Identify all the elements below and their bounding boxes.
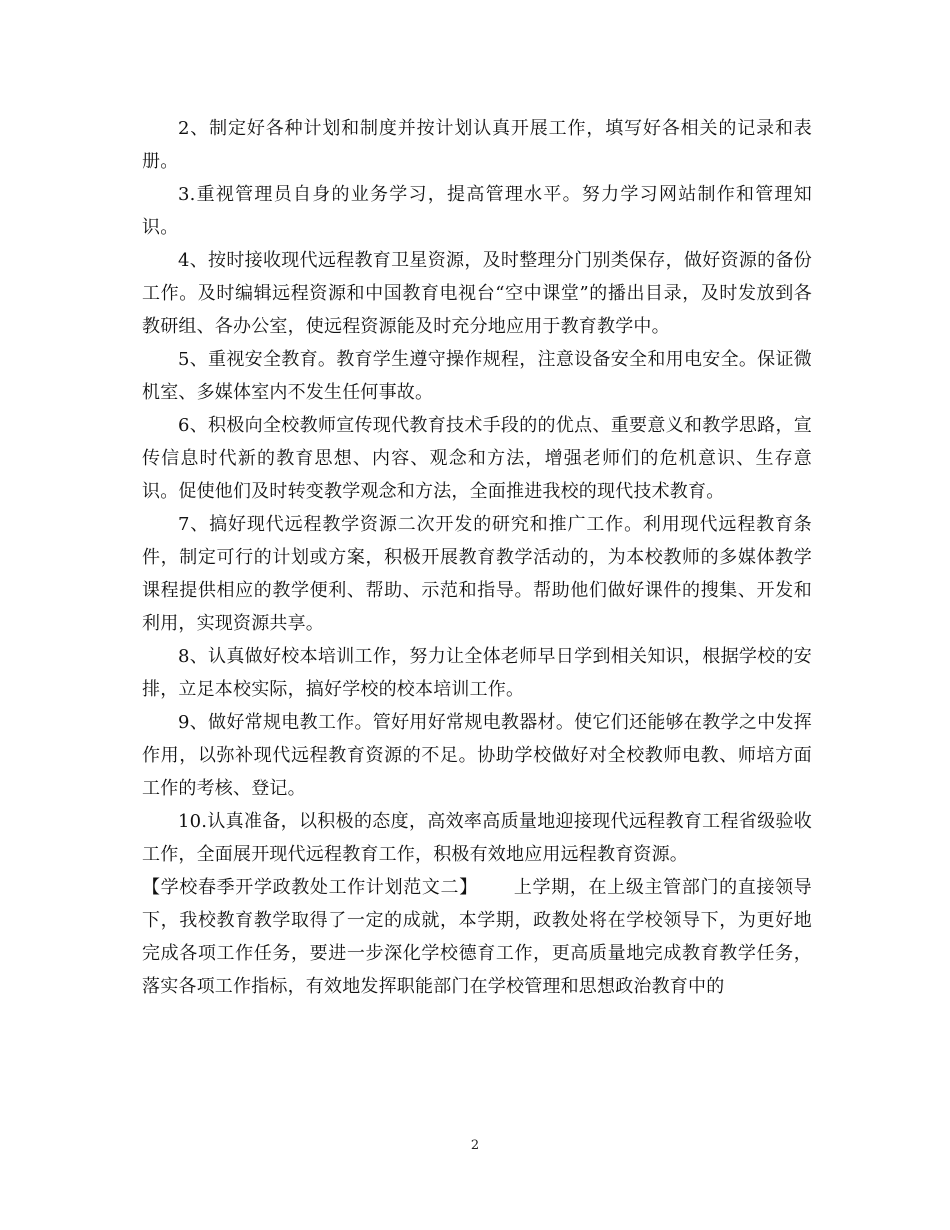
paragraph-item-7: 7、搞好现代远程教学资源二次开发的研究和推广工作。利用现代远程教育条件，制定可行的计划或方案，积极开展教育教学活动的，为本校教师的多媒体教学课程提供相应的教学便利、帮助、示范和指导。帮助他们做好课件的搜集、开发和利用，实现资源共享。 (142, 514, 812, 634)
paragraph-item-4: 4、按时接收现代远程教育卫星资源，及时整理分门别类保存，做好资源的备份工作。及时编辑远程资源和中国教育电视台“空中课堂”的播出目录，及时发放到各教研组、各办公室，使远程资源能及时充分地应用于教育教学中。 (142, 250, 812, 337)
page-number: 2 (470, 1138, 480, 1153)
paragraph-item-3: 3.重视管理员自身的业务学习，提高管理水平。努力学习网站制作和管理知识。 (142, 184, 812, 238)
paragraph-item-6: 6、积极向全校教师宣传现代教育技术手段的的优点、重要意义和教学思路，宣传信息时代新的教育思想、内容、观念和方法，增强老师们的危机意识、生存意识。促使他们及时转变教学观念和方法，全面推进我校的现代技术教育。 (142, 415, 812, 502)
section-paragraph (142, 871, 812, 1003)
section-heading: 【学校春季开学政教处工作计划范文二】 (142, 877, 478, 898)
paragraph-item-5: 5、重视安全教育。教育学生遵守操作规程，注意设备安全和用电安全。保证微机室、多媒体室内不发生任何事故。 (142, 349, 812, 403)
paragraph-item-2: 2、制定好各种计划和制度并按计划认真开展工作，填写好各相关的记录和表册。 (142, 118, 812, 172)
paragraph-item-10: 10.认真准备，以积极的态度，高效率高质量地迎接现代远程教育工程省级验收工作，全面展开现代远程教育工作，积极有效地应用远程教育资源。 (142, 811, 812, 865)
paragraph-item-9: 9、做好常规电教工作。管好用好常规电教器材。使它们还能够在教学之中发挥作用，以弥补现代远程教育资源的不足。协助学校做好对全校教师电教、师培方面工作的考核、登记。 (142, 712, 812, 799)
document-body (142, 112, 812, 1003)
section-text: 上学期，在上级主管部门的直接领导下，我校教育教学取得了一定的成就，本学期，政教处将在学校领导下，为更好地完成各项工作任务，要进一步深化学校德育工作，更高质量地完成教育教学任务，落实各项工作指标，有效地发挥职能部门在学校管理和思想政治教育中的 (142, 877, 812, 997)
paragraph-item-8: 8、认真做好校本培训工作，努力让全体老师早日学到相关知识，根据学校的安排，立足本校实际，搞好学校的校本培训工作。 (142, 646, 812, 700)
